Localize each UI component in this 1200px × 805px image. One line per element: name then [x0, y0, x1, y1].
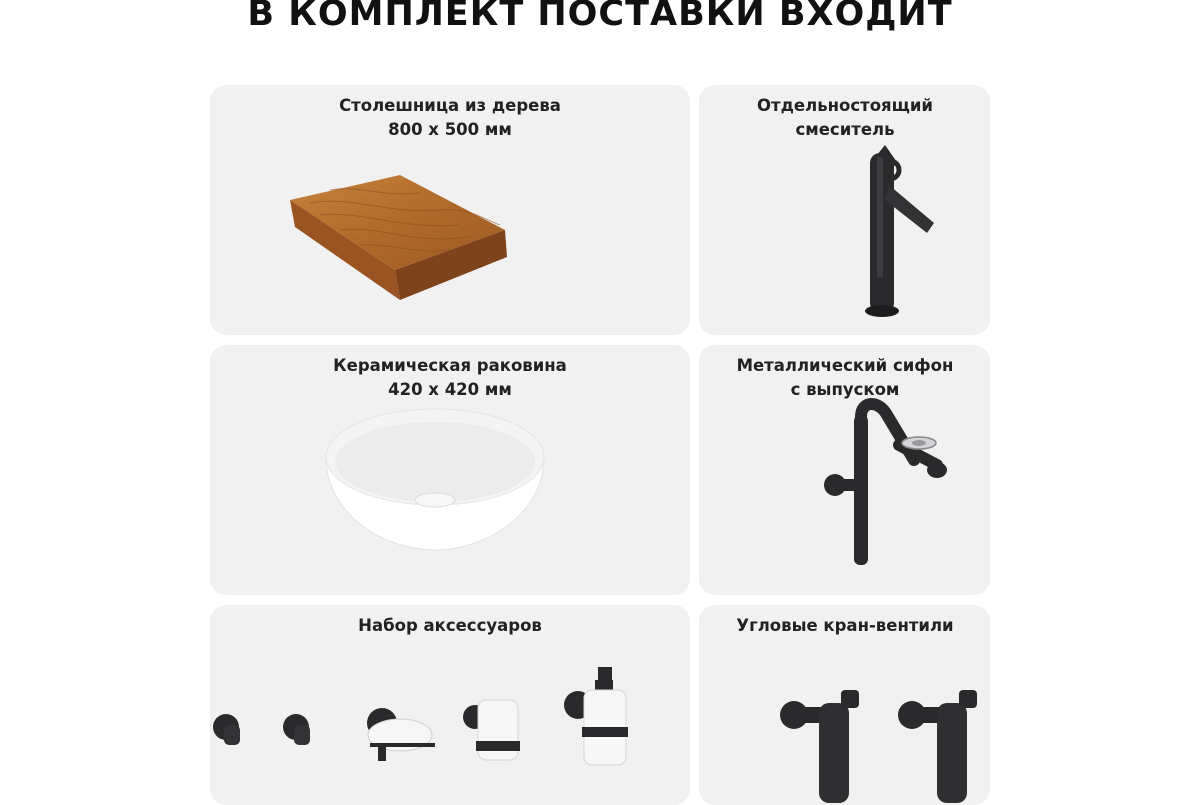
angle-valve-icon: [780, 690, 859, 803]
card-metal-siphon: [699, 345, 990, 595]
wooden-countertop-image: [210, 85, 690, 335]
card-title-line-1: Угловые кран-вентили: [736, 616, 954, 635]
accessory-set-image: [210, 605, 690, 805]
angle-valve-icon: [898, 690, 977, 803]
soap-dispenser-icon: [564, 667, 628, 765]
angle-valves-image: [699, 605, 990, 805]
card-angle-valves: [699, 605, 990, 805]
card-title-line-2: с выпуском: [790, 380, 900, 399]
card-wooden-countertop: [210, 85, 690, 335]
toothbrush-holder-icon: [463, 700, 520, 760]
card-title-line-1: Столешница из дерева: [339, 96, 561, 115]
card-title-line-2: 800 х 500 мм: [388, 120, 512, 139]
card-title-line-1: Отдельностоящий: [757, 96, 933, 115]
card-title-line-1: Набор аксессуаров: [358, 616, 542, 635]
card-freestanding-faucet: [699, 85, 990, 335]
card-ceramic-sink: [210, 345, 690, 595]
robe-hook-icon: [213, 714, 240, 745]
card-title-line-1: Керамическая раковина: [333, 356, 567, 375]
soap-dish-icon: [367, 708, 435, 761]
ceramic-sink-image: [210, 345, 690, 595]
card-title-line-2: 420 х 420 мм: [388, 380, 512, 399]
metal-siphon-image: [699, 345, 990, 595]
robe-hook-icon: [283, 714, 310, 745]
card-accessory-set: [210, 605, 690, 805]
freestanding-faucet-image: [699, 85, 990, 335]
card-title-line-1: Металлический сифон: [736, 356, 954, 375]
page-heading: В КОМПЛЕКТ ПОСТАВКИ ВХОДИТ: [247, 0, 953, 34]
card-title-line-2: смеситель: [795, 120, 895, 139]
